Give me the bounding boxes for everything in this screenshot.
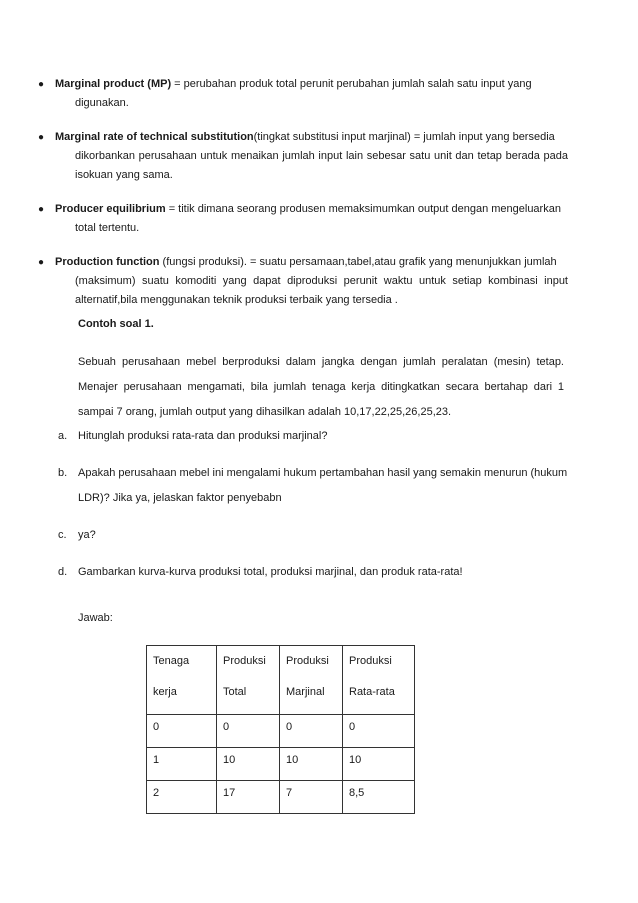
table-cell: 0 <box>280 715 343 748</box>
table-row <box>147 715 415 748</box>
definition-item <box>38 128 568 185</box>
definition-text: (fungsi produksi). = suatu persamaan,tabel,atau grafik yang menunjukkan jumlah <box>159 256 557 268</box>
production-table <box>146 645 415 814</box>
definition-list <box>38 75 568 325</box>
table-row <box>147 748 415 781</box>
bullet-icon: ● <box>38 204 45 215</box>
table-header-cell: Tenaga kerja <box>147 646 217 715</box>
table-cell: 2 <box>147 781 217 814</box>
question-letter: a. <box>58 430 68 442</box>
table-cell: 8,5 <box>343 781 415 814</box>
table-cell: 1 <box>147 748 217 781</box>
table-header-cell: Produksi Rata-rata <box>343 646 415 715</box>
table-cell: 0 <box>217 715 280 748</box>
definition-term: Producer equilibrium <box>55 203 166 215</box>
question-text: Hitunglah produksi rata-rata dan produksi marjinal? <box>78 430 328 442</box>
example-text: Sebuah perusahaan mebel berproduksi dalam jangka dengan jumlah peralatan (mesin) tetap. Menajer perusahaan mengamati, bila jumlah tenaga kerja ditingkatkan secara bertahap dari 1 sampai 7 orang, jumlah output yang dihasilkan adalah 10,17,22,25,26,25,23. <box>78 356 564 418</box>
question-list <box>58 424 568 597</box>
table-cell: 7 <box>280 781 343 814</box>
table-cell: 10 <box>280 748 343 781</box>
definition-item <box>38 200 568 238</box>
question-item <box>58 461 568 511</box>
definition-term: Marginal product (MP) <box>55 78 172 90</box>
definition-item <box>38 253 568 310</box>
question-item <box>58 424 568 449</box>
answer-label: Jawab: <box>78 612 113 624</box>
table-cell: 10 <box>343 748 415 781</box>
definition-text: = perubahan produk total perunit perubahan jumlah salah satu input yang <box>171 78 532 90</box>
bullet-icon: ● <box>38 79 45 90</box>
question-letter: b. <box>58 467 68 479</box>
table-row <box>147 781 415 814</box>
question-text: Apakah perusahaan mebel ini mengalami hukum pertambahan hasil yang semakin menurun (hukum LDR)? Jika ya, jelaskan faktor penyebabn <box>78 467 568 504</box>
question-item <box>58 560 568 585</box>
definition-item <box>38 75 568 113</box>
definition-continuation: dikorbankan perusahaan untuk menaikan jumlah input lain sebesar satu unit dan tetap berada pada isokuan yang sama. <box>75 150 568 181</box>
table-cell: 0 <box>343 715 415 748</box>
question-text: ya? <box>78 529 96 541</box>
definition-text: (tingkat substitusi input marjinal) = jumlah input yang bersedia <box>253 131 555 143</box>
definition-continuation: (maksimum) suatu komoditi yang dapat diproduksi perunit waktu untuk setiap kombinasi input alternatif,bila menggunakan teknik produksi terbaik yang tersedia . <box>75 275 568 306</box>
definition-term: Production function <box>55 256 160 268</box>
table-cell: 0 <box>147 715 217 748</box>
table-header-cell: Produksi Total <box>217 646 280 715</box>
definition-text: = titik dimana seorang produsen memaksimumkan output dengan mengeluarkan <box>165 203 561 215</box>
bullet-icon: ● <box>38 132 45 143</box>
table-header-cell: Produksi Marjinal <box>280 646 343 715</box>
bullet-icon: ● <box>38 257 45 268</box>
question-text: Gambarkan kurva-kurva produksi total, produksi marjinal, dan produk rata-rata! <box>78 566 463 578</box>
question-letter: d. <box>58 566 68 578</box>
table-cell: 17 <box>217 781 280 814</box>
definition-continuation: digunakan. <box>75 97 129 109</box>
definition-term: Marginal rate of technical substitution <box>55 131 254 143</box>
question-letter: c. <box>58 529 67 541</box>
example-title: Contoh soal 1. <box>78 318 154 330</box>
definition-continuation: total tertentu. <box>75 222 140 234</box>
table-header-row <box>147 646 415 715</box>
question-item <box>58 523 568 548</box>
table-cell: 10 <box>217 748 280 781</box>
